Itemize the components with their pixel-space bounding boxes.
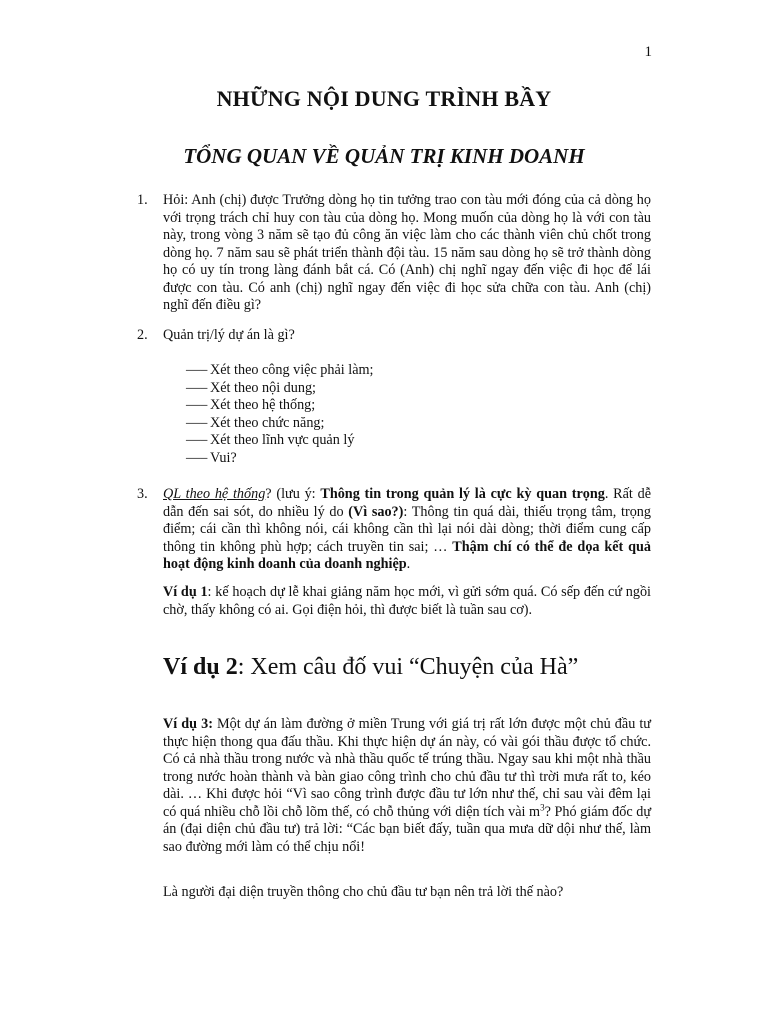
item-1-number: 1. — [137, 192, 148, 208]
example-1-label: Ví dụ 1 — [163, 584, 208, 600]
example-3-label: Ví dụ 3: — [163, 716, 213, 732]
example-3-text: Ví dụ 3: Một dự án làm đường ở miền Trung với giá trị rất lớn được một chủ đầu tư thực hiện thong qua đấu thầu. Khi thực hiện dự án này, có vài gói thầu được tổ chức. Có cả nhà thầu trong nước và nhà thầu quốc tế trúng thầu. Ngay sau khi một nhà thầu trong nước hoàn thành và bàn giao công trình cho chủ đầu tư thì trời mưa rất to, kéo dài. … Khi được hỏi “Vì sao công trình được đầu tư lớn như thế, chỉ sau vài đêm lại có quá nhiều chỗ lồi chỗ lõm thế, có chỗ thủng với diện tích vài $m^3$? Phó giám đốc dự án (đại diện chủ đầu tư) trả lời: “Các bạn biết đấy, tuần qua mưa dữ dội như thế, làm sao đường mới làm có thể chịu nổi! — [163, 716, 652, 855]
page-number: 1 — [644, 44, 652, 60]
example-1-text: Ví dụ 1: kế hoạch dự lễ khai giảng năm học mới, vì gửi sớm quá. Có sếp đến cứ ngồi chờ, thấy không có ai. Gọi điện hỏi, thì được biết là tuần sau cơ). — [163, 584, 651, 618]
list-item: —– Xét theo chức năng; — [186, 414, 325, 431]
item-3-text: QL theo hệ thống? (lưu ý: Thông tin trong quản lý là cực kỳ quan trọng. Rất dễ dẫn đến sai sót, do nhiều lý do (Vì sao?): Thông tin quá dài, thiếu trọng tâm, trọng điểm; cái cần thì không nói, cái không cần thì lại nói dài dòng; thời điểm cung cấp thông tin không phù hợp; cách truyền tin sai; … Thậm chí có thể đe dọa kết quả hoạt động kinh doanh của doanh nghiệp. — [163, 486, 652, 572]
example-2-heading: Ví dụ 2: Xem câu đố vui “Chuyện của Hà” — [163, 654, 579, 680]
perspective-list — [186, 362, 374, 467]
list-item: —– Xét theo hệ thống; — [186, 397, 316, 413]
system-management-link[interactable]: QL theo hệ thống — [163, 486, 266, 502]
dash-marker: —– — [186, 414, 208, 431]
example-2-label: Ví dụ 2 — [163, 654, 238, 680]
item-2-number: 2. — [137, 327, 148, 343]
dash-marker: —– — [186, 379, 208, 396]
document-subtitle: TỔNG QUAN VỀ QUẢN TRỊ KINH DOANH — [183, 144, 585, 168]
item-2-text: Quản trị/lý dự án là gì? — [163, 327, 295, 343]
dash-marker: —– — [186, 449, 208, 466]
list-item: —– Xét theo công việc phải làm; — [186, 362, 374, 378]
list-item: —– Xét theo lĩnh vực quản lý — [186, 432, 355, 448]
item-1-text: Hỏi: Anh (chị) được Trưởng dòng họ tin tưởng trao con tàu mới đóng của cả dòng họ với trọng trách chỉ huy con tàu của dòng họ. Mong muốn của dòng họ là với con tàu này, trong vòng 3 năm sẽ tạo đủ công ăn việc làm cho các thành viên chủ chốt trong dòng họ. 7 năm sau sẽ phát triển thành đội tàu. 15 năm sau dòng họ sẽ trở thành dòng họ có uy tín trong làng đánh bắt cá. Có (Anh) chị nghĩ ngay đến việc đi học để lái được con tàu. Có anh (chị) nghĩ ngay đến việc đi học sửa chữa con tàu. Anh (chị) nghĩ đến điều gì? — [163, 192, 651, 313]
dash-marker: —– — [186, 432, 208, 448]
closing-question: Là người đại diện truyền thông cho chủ đầu tư bạn nên trả lời thế nào? — [163, 884, 564, 900]
document-title: NHỮNG NỘI DUNG TRÌNH BẦY — [216, 86, 552, 111]
list-item: —– Vui? — [186, 449, 237, 466]
dash-marker: —– — [186, 362, 208, 378]
list-item: —– Xét theo nội dung; — [186, 379, 316, 396]
dash-marker: —– — [186, 397, 208, 413]
item-3-number: 3. — [137, 486, 148, 502]
